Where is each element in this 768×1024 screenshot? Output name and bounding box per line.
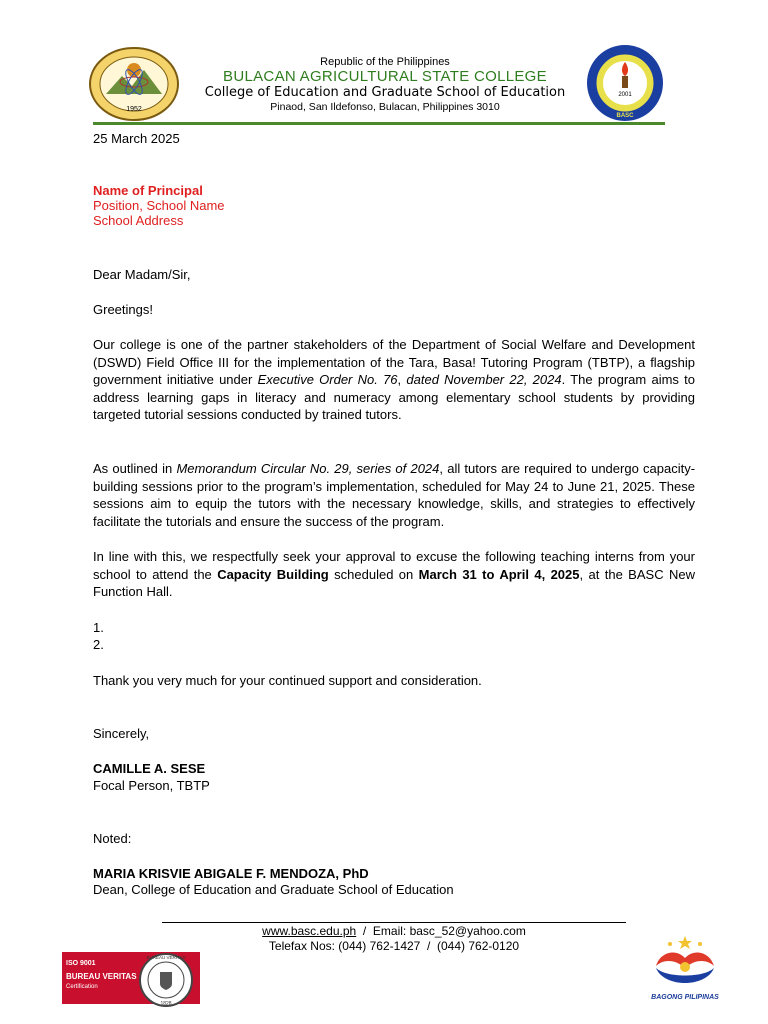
footer-contact [162,924,626,938]
iso-line-3: Certification [66,984,98,990]
iso-line-1: ISO 9001 [66,960,96,967]
footer-divider [162,922,626,923]
p3-text-a: In line with this, we respectfully seek your approval to excuse the following teaching interns from your school to attend the [93,549,695,582]
institute-of-education-logo [584,44,666,122]
footer-separator: / [356,924,373,938]
bureau-veritas-seal [138,950,194,1010]
logo-basc-text: BASC [616,113,634,119]
republic-line: Republic of the Philippines [320,56,450,68]
closing: Sincerely, [93,726,150,741]
event-name: Capacity Building [217,566,329,582]
paragraph-1 [93,336,695,424]
recipient-name: Name of Principal [93,183,203,198]
footer-email: Email: basc_52@yahoo.com [372,924,526,938]
dean-name: MARIA KRISVIE ABIGALE F. MENDOZA, PhD [93,866,369,881]
noted-label: Noted: [93,831,132,846]
header-divider [93,122,665,125]
p3-text-b: scheduled on [328,566,419,582]
paragraph-3 [93,548,695,601]
salutation: Dear Madam/Sir, [93,267,191,282]
intern-list-item: 1. [93,620,104,635]
p2-text-a: As outlined in [93,461,177,476]
event-dates: March 31 to April 4, 2025 [418,566,580,582]
memorandum-ref: Memorandum Circular No. 29, series of 2024 [176,461,440,476]
letter-date: 25 March 2025 [93,131,180,146]
signatory-name: CAMILLE A. SESE [93,761,206,776]
website-link[interactable]: www.basc.edu.ph [262,924,357,938]
department-name: College of Education and Graduate School of Education [204,85,566,100]
dean-title: Dean, College of Education and Graduate School of Education [93,882,454,897]
seal-year-text: 1952 [126,106,142,113]
logo-year-text: 2001 [618,92,632,98]
executive-order-ref: Executive Order No. 76 [257,372,398,387]
recipient-address: School Address [93,213,184,228]
iso-line-2: BUREAU VERITAS [66,972,137,981]
p1-text-b: , [397,372,407,387]
bagong-pilipinas-logo [650,934,720,994]
greeting: Greetings! [93,302,153,317]
paragraph-2 [93,460,695,530]
bv-ring-text: BUREAU VERITAS [146,955,186,960]
p2-text-b: , all tutors are required to undergo capacity-building sessions prior to the program’s implementation, scheduled for May 24 to June 21, 2025. These sessions aim to equip the tutors with the necessary knowledge, skills, and strategies to effectively facilitate the tutorials and ensure the success of the program. [93,461,696,529]
thanks-line: Thank you very much for your continued support and consideration. [93,673,482,688]
recipient-position: Position, School Name [93,198,225,213]
p1-text-a: Our college is one of the partner stakeholders of the Department of Social Welfare and Development (DSWD) Field Office III for the implementation of the Tara, Basa! Tutoring Program (TBTP), a flagship government initiative under [93,337,695,387]
bagong-pilipinas-text: BAGONG PILIPINAS [651,994,719,1001]
p3-text-c: , at the BASC New Function Hall. [93,566,695,599]
college-address: Pinaod, San Ildefonso, Bulacan, Philippines 3010 [270,101,500,113]
footer-telefax: Telefax Nos: (044) 762-1427 / (044) 762-0120 [268,939,520,953]
intern-list-item: 2. [93,637,104,652]
signatory-title: Focal Person, TBTP [93,778,210,793]
executive-order-date: dated November 22, 2024 [406,372,562,387]
college-name: BULACAN AGRICULTURAL STATE COLLEGE [223,68,547,85]
p1-text-c: . The program aims to address learning gaps in literacy and numeracy among elementary school students by providing targeted tutorial sessions conducted by trained tutors. [93,372,695,422]
bv-year-text: 1828 [160,1001,172,1007]
